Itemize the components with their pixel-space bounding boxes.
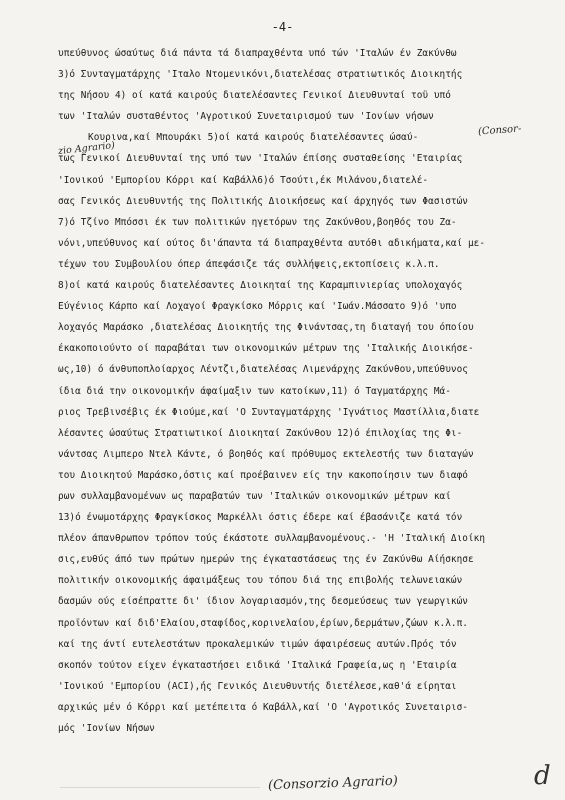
text-line: 'Ιονικού 'Εμπορίου Κόρρι καί Καβάλλ6)ό Τσούτι,έκ Μιλάνου,διατελέ- bbox=[58, 174, 429, 186]
text-line: μός 'Ιονίων Νήσων bbox=[58, 723, 155, 734]
text-line: των 'Ιταλών συσταθέντος 'Αγροτικού Συνεταιρισμού των 'Ιονίων νήσων bbox=[58, 111, 434, 123]
text-line: τέχων του Συμβουλίου όπερ άπεφάσιζε τάς συλλήψεις,εκτοπίσεις κ.λ.π. bbox=[58, 258, 440, 270]
text-line: 8)οί κατά καιρούς διατελέσαντες Διοικηταί της Καραμπινιερίας υπολοχαγός bbox=[58, 280, 463, 292]
text-line: Εύγένιος Κάρπο καί Λοχαγοί Φραγκίσκο Μόρρις καί 'Ιωάν.Μάσσατο 9)ό 'υπο bbox=[58, 301, 457, 313]
text-line: 7)ό Τζίνο Μπόσσι έκ των πολιτικών ηγετόρων της Ζακύνθου,βοηθός του Ζα- bbox=[58, 216, 457, 228]
page-number: -4- bbox=[271, 20, 294, 34]
text-line: ριος Τρεβινσέβις έκ Φιούμε,καί 'Ο Συνταγματάρχης 'Ιγνάτιος Μαστίλλια,διατε bbox=[58, 406, 480, 418]
handwritten-mark-icon: d bbox=[534, 761, 551, 791]
text-line: τως Γενικοί Διευθυνταί της υπό των 'Ιταλών έπίσης συσταθείσης 'Εταιρίας bbox=[58, 153, 463, 165]
text-line: του Διοικητού Μαράσκο,όστις καί προέβαινεν είς την κακοποίησιν των διαφό bbox=[58, 469, 468, 481]
text-line: καί της άντί ευτελεστάτων προκαλεμικών τιμών άφαιρέσεως αυτών.Πρός τόν bbox=[58, 638, 457, 650]
text-line: 'Ιονικού 'Εμπορίου (ACI),ής Γενικός Διευθυντής διετέλεσε,καθ'ά είρηται bbox=[58, 680, 457, 692]
handwritten-margin-note: zio Agrario) bbox=[57, 140, 116, 157]
handwritten-margin-note: (Consor- bbox=[477, 123, 522, 138]
text-line: ίδια διά την οικονομικήν άφαίμαξιν των κατοίκων,11) ό Ταγματάρχης Μά- bbox=[58, 385, 451, 397]
text-line: λοχαγός Μαράσκο ,διατελέσας Διοικητής της Φινάντσας,τη διαταγή του όποίου bbox=[58, 322, 474, 334]
text-line: Κουρινα,καί Μπουράκι 5)οί κατά καιρούς διατελέσαντες ώσαύ- bbox=[88, 132, 419, 144]
text-line: έκακοποιούντο οί παραβάται των οικονομικών μέτρων της 'Ιταλικής Διοικήσε- bbox=[58, 343, 474, 355]
text-line: 13)ό ένωμοτάρχης Φραγκίσκος Μαρκέλλι όστις έδερε καί έβασάνιζε κατά τόν bbox=[58, 512, 463, 524]
typed-text-body bbox=[58, 43, 528, 739]
divider bbox=[60, 787, 260, 788]
text-line: λέσαντες ώσαύτως Στρατιωτικοί Διοικηταί Ζακύνθου 12)ό έπιλοχίας της Φι- bbox=[58, 427, 463, 439]
text-line: ρων συλλαμβανομένων ως παραβατών των 'Ιταλικών οικονομικών μέτρων καί bbox=[58, 490, 451, 502]
text-line: δασμών ούς είσέπραττε δι' ίδιον λογαριασμόν,της δεσμεύσεως των γεωργικών bbox=[58, 596, 468, 608]
text-line: σκοπόν τούτον είχεν έγκαταστήσει ειδικά 'Ιταλικά Γραφεία,ως η 'Εταιρία bbox=[58, 659, 457, 671]
text-line: αρχικώς μέν ό Κόρρι καί μετέπειτα ό Καβάλλ,καί 'Ο 'Αγροτικός Συνεταιρισ- bbox=[58, 701, 468, 713]
text-line: πολιτικήν οικονομικής άφαιμάξεως του τόπου διά της επιβολής τελωνειακών bbox=[58, 575, 463, 587]
handwritten-bottom-note: (Consorzio Agrario) bbox=[267, 773, 399, 794]
text-line: υπεύθυνος ώσαύτως διά πάντα τά διαπραχθέντα υπό τών 'Ιταλών έν Ζακύνθω bbox=[58, 48, 457, 59]
text-line: νάντσας Λιμπερο Ντελ Κάντε, ό βοηθός καί πρόθυμος εκτελεστής των διαταγών bbox=[58, 448, 474, 460]
text-line: 3)ό Συνταγματάρχης 'Ιταλο Ντομενικόνι,διατελέσας στρατιωτικός Διοικητής bbox=[58, 69, 463, 81]
text-line: πλέον άπανθρωπον τρόπον τούς έκάστοτε συλλαμβανομένους.- 'Η 'Ιταλική Διοίκη bbox=[58, 533, 486, 545]
text-line: νόνι,υπεύθυνος καί ούτος δι'άπαντα τά διαπραχθέντα αυτόθι αδικήματα,καί με- bbox=[58, 237, 486, 249]
text-line: της Νήσου 4) οί κατά καιρούς διατελέσαντες Γενικοί Διευθυνταί τοϋ υπό bbox=[58, 90, 451, 102]
text-line: προϊόντων καί διδ'Ελαίου,σταφίδος,κορινελαίου,έρίων,δερμάτων,ζώων κ.λ.π. bbox=[58, 617, 468, 629]
text-line: σις,ευθύς άπό των πρώτων ημερών της έγκαταστάσεως της έν Ζακύνθω Αίήσκησε bbox=[58, 554, 474, 566]
text-line: σας Γενικός Διευθυντής της Πολιτικής Διοικήσεως καί άρχηγός των Φασιστών bbox=[58, 195, 468, 207]
text-line: ως,10) ό άνθυποπλοίαρχος Λέντζι,διατελέσας Λιμενάρχης Ζακύνθου,υπεύθυνος bbox=[58, 364, 468, 376]
